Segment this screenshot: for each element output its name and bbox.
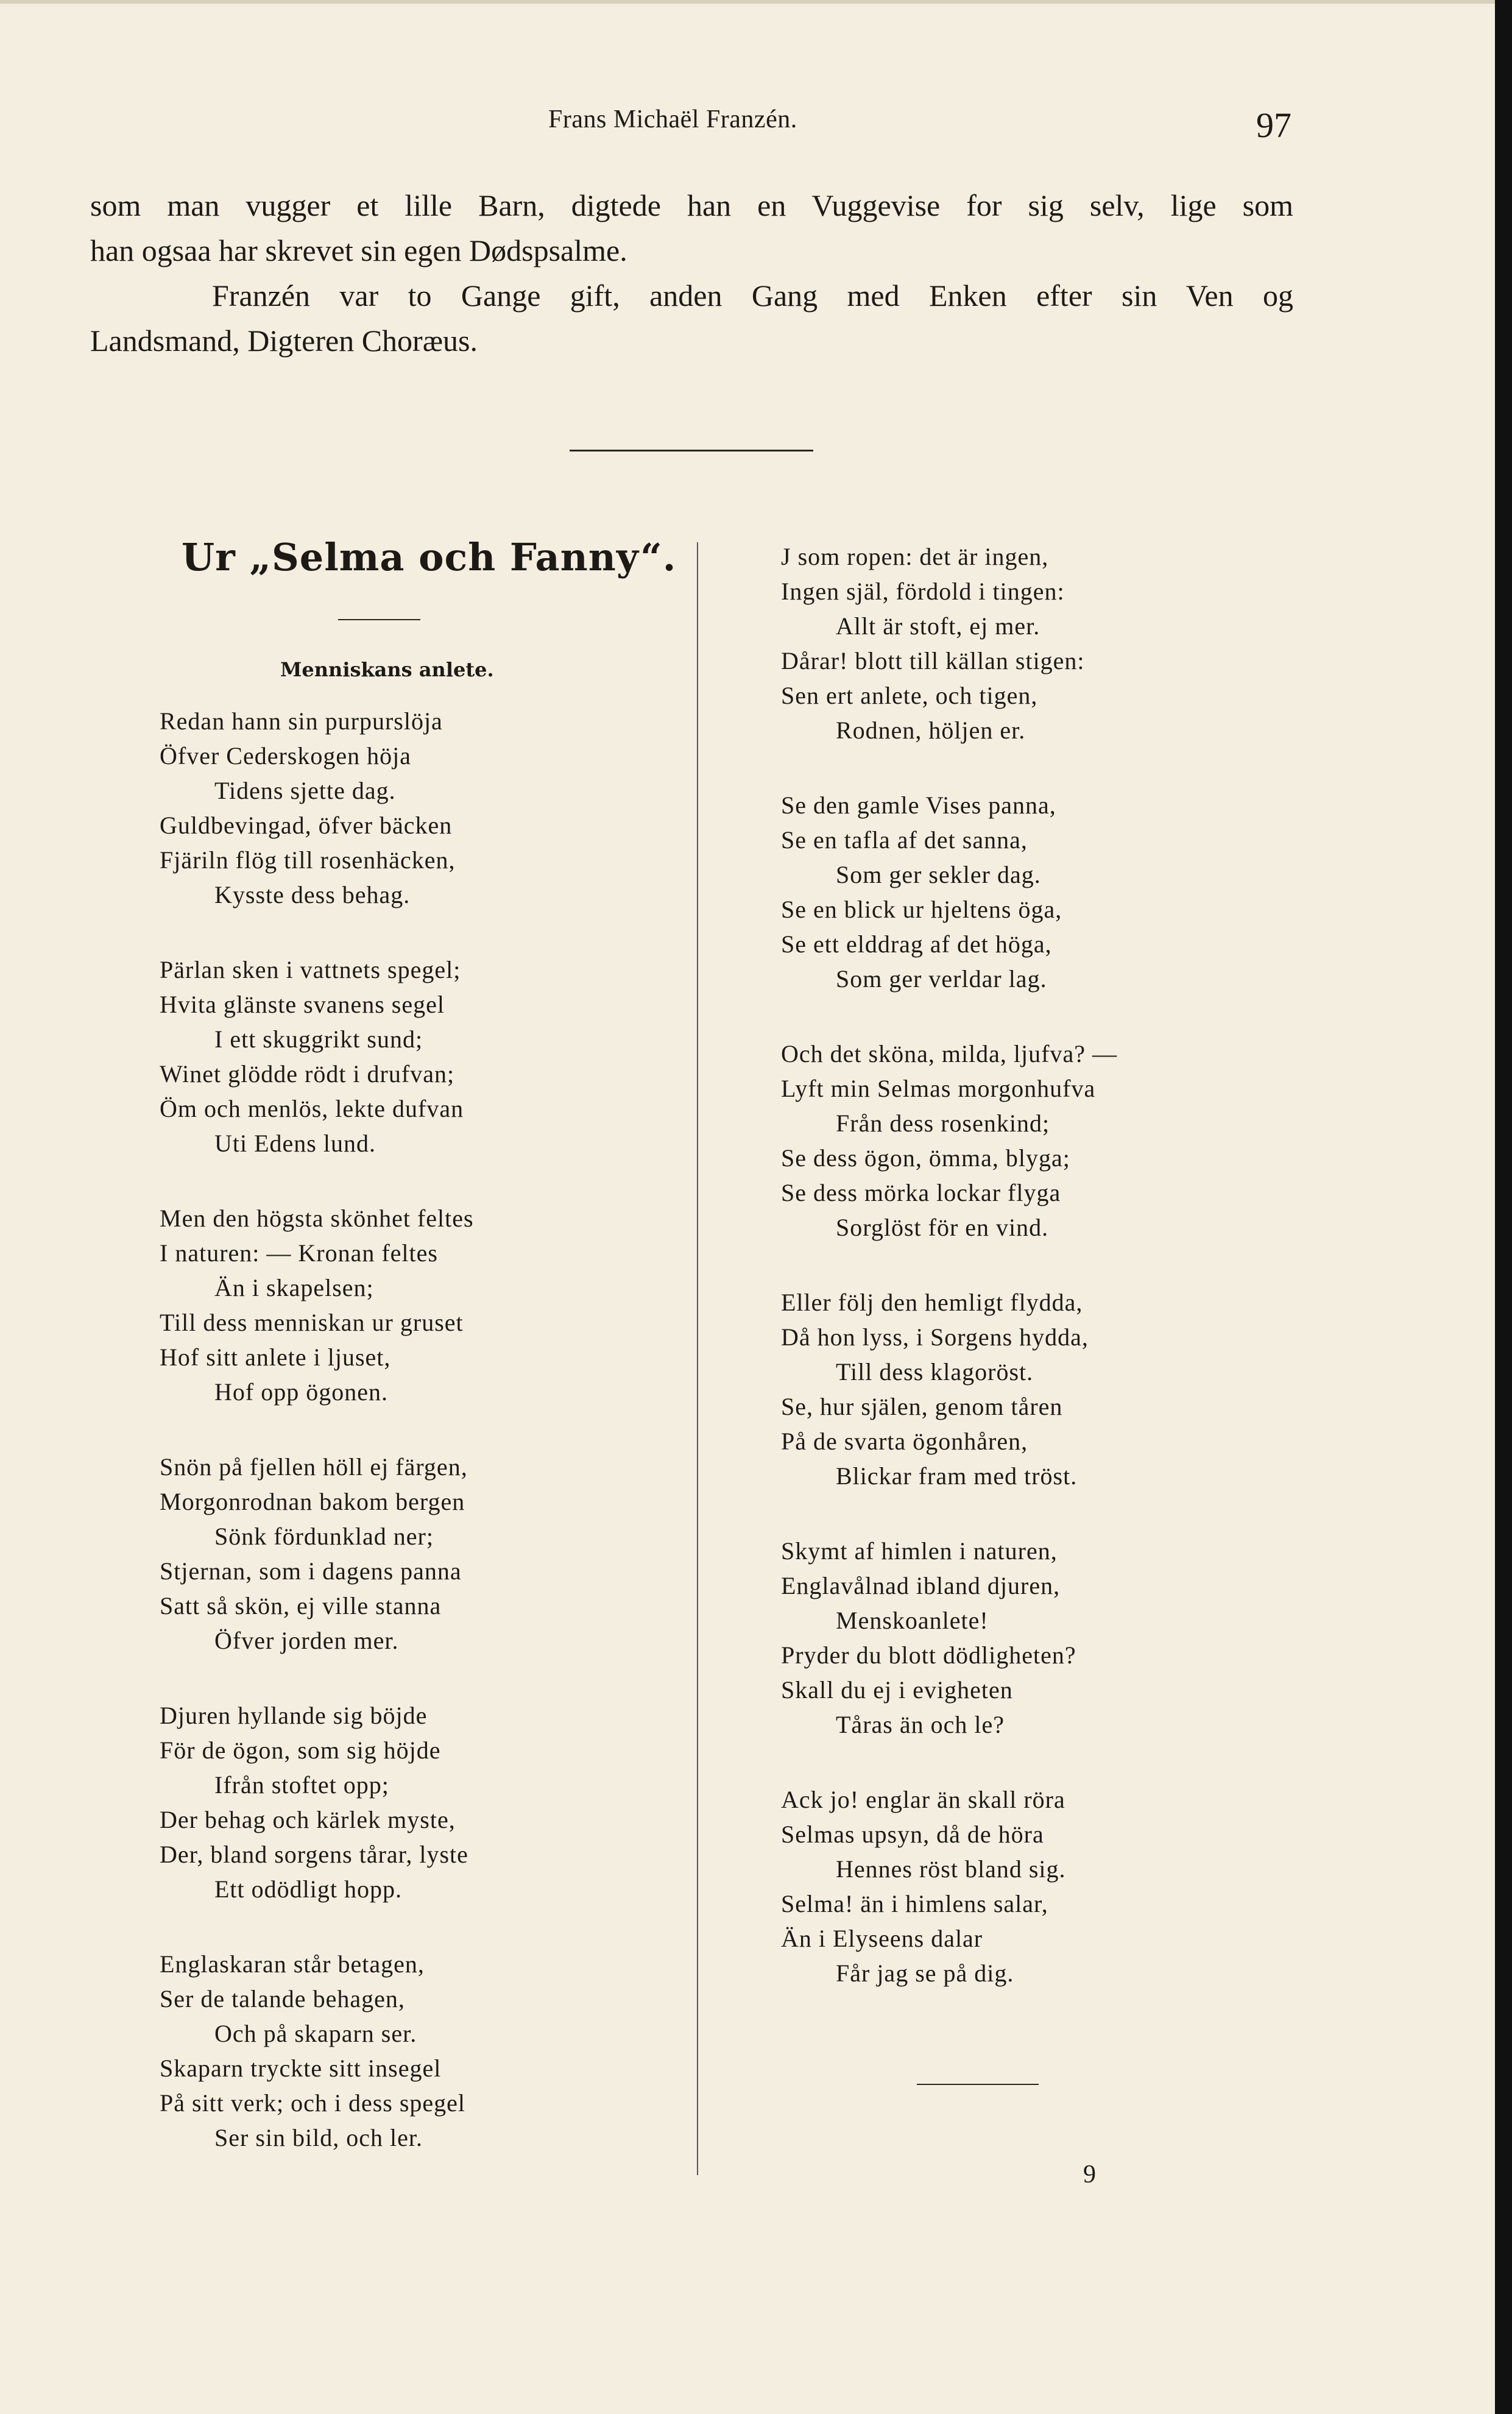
- verse-line: Der behag och kärlek myste,: [160, 1806, 456, 1833]
- prose-line: han ogsaa har skrevet sin egen Dødspsalme.: [90, 233, 627, 267]
- stanza: [160, 1947, 684, 2155]
- verse-line: Öm och menlös, lekte dufvan: [160, 1095, 464, 1122]
- page-number: 97: [1256, 105, 1291, 145]
- verse-line: Fjäriln flög till rosenhäcken,: [160, 846, 456, 874]
- verse-line: Se dess ögon, ömma, blyga;: [781, 1144, 1070, 1172]
- verse-line: I ett skuggrikt sund;: [214, 1025, 423, 1053]
- verse-line: Hof sitt anlete i ljuset,: [160, 1343, 391, 1371]
- stanza: [160, 704, 684, 912]
- verse-line: Skaparn tryckte sitt insegel: [160, 2055, 442, 2082]
- verse-line: Ser de talande behagen,: [160, 1985, 405, 2012]
- verse-line: Satt så skön, ej ville stanna: [160, 1592, 442, 1619]
- verse-line: Sönk fördunklad ner;: [214, 1523, 434, 1550]
- verse-line: Rodnen, höljen er.: [836, 717, 1026, 744]
- verse-line: Öfver jorden mer.: [214, 1627, 399, 1654]
- signature-mark: 9: [1083, 2161, 1096, 2189]
- poem-title: Ur „Selma och Fanny“.: [182, 535, 677, 579]
- verse-line: Morgonrodnan bakom bergen: [160, 1488, 465, 1515]
- stanza: [160, 1449, 684, 1658]
- verse-line: Lyft min Selmas morgonhufva: [781, 1075, 1096, 1102]
- end-divider: [917, 2084, 1039, 2085]
- stanza: [781, 1782, 1232, 1991]
- verse-line: Hof opp ögonen.: [214, 1378, 388, 1406]
- verse-line: Allt är stoft, ej mer.: [836, 612, 1040, 640]
- verse-line: I naturen: — Kronan feltes: [160, 1239, 438, 1267]
- verse-line: Selmas upsyn, då de höra: [781, 1821, 1044, 1848]
- scan-edge: [1495, 0, 1512, 2414]
- poem-column-right: [781, 539, 1232, 2031]
- verse-line: Ser sin bild, och ler.: [214, 2124, 423, 2151]
- verse-line: Som ger sekler dag.: [836, 861, 1041, 888]
- verse-line: Se ett elddrag af det höga,: [781, 930, 1052, 958]
- verse-line: Eller följ den hemligt flydda,: [781, 1289, 1083, 1316]
- verse-line: Än i Elyseens dalar: [781, 1925, 983, 1952]
- verse-line: Der, bland sorgens tårar, lyste: [160, 1841, 468, 1868]
- verse-line: Blickar fram med tröst.: [836, 1462, 1078, 1490]
- verse-line: För de ögon, som sig höjde: [160, 1736, 441, 1764]
- verse-line: Se dess mörka lockar flyga: [781, 1179, 1061, 1206]
- stanza: [160, 952, 684, 1161]
- stanza: [781, 1036, 1232, 1245]
- verse-line: Guldbevingad, öfver bäcken: [160, 812, 453, 839]
- verse-line: Snön på fjellen höll ej färgen,: [160, 1453, 468, 1481]
- verse-line: Får jag se på dig.: [836, 1959, 1014, 1987]
- stanza: [781, 1285, 1232, 1493]
- prose-line: Landsmand, Digteren Choræus.: [90, 324, 478, 358]
- verse-line: Se, hur själen, genom tåren: [781, 1393, 1063, 1420]
- verse-line: Hennes röst bland sig.: [836, 1855, 1066, 1883]
- page-top-edge: [0, 0, 1512, 4]
- verse-line: Se den gamle Vises panna,: [781, 791, 1056, 819]
- verse-line: Uti Edens lund.: [214, 1130, 376, 1157]
- verse-line: Öfver Cederskogen höja: [160, 742, 411, 770]
- verse-line: Englaskaran står betagen,: [160, 1950, 425, 1978]
- verse-line: Selma! än i himlens salar,: [781, 1890, 1048, 1917]
- poem-column-left: [160, 704, 684, 2195]
- verse-line: Ingen själ, fördold i tingen:: [781, 578, 1065, 605]
- verse-line: Till dess menniskan ur gruset: [160, 1309, 464, 1336]
- verse-line: Men den högsta skönhet feltes: [160, 1205, 474, 1232]
- stanza: [160, 1698, 684, 1906]
- stanza: [160, 1201, 684, 1409]
- verse-line: På sitt verk; och i dess spegel: [160, 2089, 466, 2117]
- stanza: [781, 788, 1232, 996]
- verse-line: Tåras än och le?: [836, 1711, 1005, 1738]
- verse-line: Englavålnad ibland djuren,: [781, 1572, 1061, 1599]
- prose-paragraphs: [90, 183, 1293, 363]
- verse-line: Kysste dess behag.: [214, 881, 411, 908]
- verse-line: Skall du ej i evigheten: [781, 1676, 1013, 1704]
- verse-line: Menskoanlete!: [836, 1607, 989, 1634]
- verse-line: Och det sköna, milda, ljufva? —: [781, 1040, 1117, 1067]
- verse-line: Djuren hyllande sig böjde: [160, 1702, 428, 1729]
- section-divider: [570, 450, 813, 451]
- column-divider: [697, 542, 698, 2175]
- stanza: [781, 1534, 1232, 1742]
- running-head: Frans Michaël Franzén.: [548, 105, 797, 133]
- verse-line: Än i skapelsen;: [214, 1274, 374, 1301]
- verse-line: Redan hann sin purpurslöja: [160, 707, 443, 735]
- verse-line: Sen ert anlete, och tigen,: [781, 682, 1038, 709]
- verse-line: Pärlan sken i vattnets spegel;: [160, 956, 461, 983]
- verse-line: Ack jo! englar än skall röra: [781, 1786, 1065, 1813]
- verse-line: Från dess rosenkind;: [836, 1110, 1050, 1137]
- poem-subtitle: Menniskans anlete.: [280, 658, 494, 681]
- verse-line: Till dess klagoröst.: [836, 1358, 1034, 1386]
- verse-line: Se en tafla af det sanna,: [781, 826, 1028, 854]
- verse-line: Då hon lyss, i Sorgens hydda,: [781, 1323, 1089, 1351]
- verse-line: J som ropen: det är ingen,: [781, 543, 1049, 570]
- prose-line: som man vugger et lille Barn, digtede han en Vuggevise for sig selv, lige som: [90, 188, 1293, 222]
- stanza: [781, 539, 1232, 748]
- verse-line: Hvita glänste svanens segel: [160, 991, 445, 1018]
- verse-line: Stjernan, som i dagens panna: [160, 1557, 462, 1585]
- prose-line: Franzén var to Gange gift, anden Gang med Enken efter sin Ven og: [212, 278, 1293, 313]
- verse-line: Se en blick ur hjeltens öga,: [781, 896, 1062, 923]
- verse-line: Skymt af himlen i naturen,: [781, 1537, 1058, 1565]
- title-divider: [338, 619, 420, 620]
- verse-line: Ifrån stoftet opp;: [214, 1771, 389, 1799]
- verse-line: Pryder du blott dödligheten?: [781, 1641, 1076, 1669]
- verse-line: Ett odödligt hopp.: [214, 1875, 402, 1903]
- verse-line: På de svarta ögonhåren,: [781, 1428, 1028, 1455]
- verse-line: Som ger verldar lag.: [836, 965, 1047, 993]
- verse-line: Dårar! blott till källan stigen:: [781, 647, 1085, 674]
- verse-line: Och på skaparn ser.: [214, 2020, 417, 2047]
- verse-line: Sorglöst för en vind.: [836, 1214, 1049, 1241]
- verse-line: Tidens sjette dag.: [214, 777, 396, 804]
- verse-line: Winet glödde rödt i drufvan;: [160, 1060, 455, 1088]
